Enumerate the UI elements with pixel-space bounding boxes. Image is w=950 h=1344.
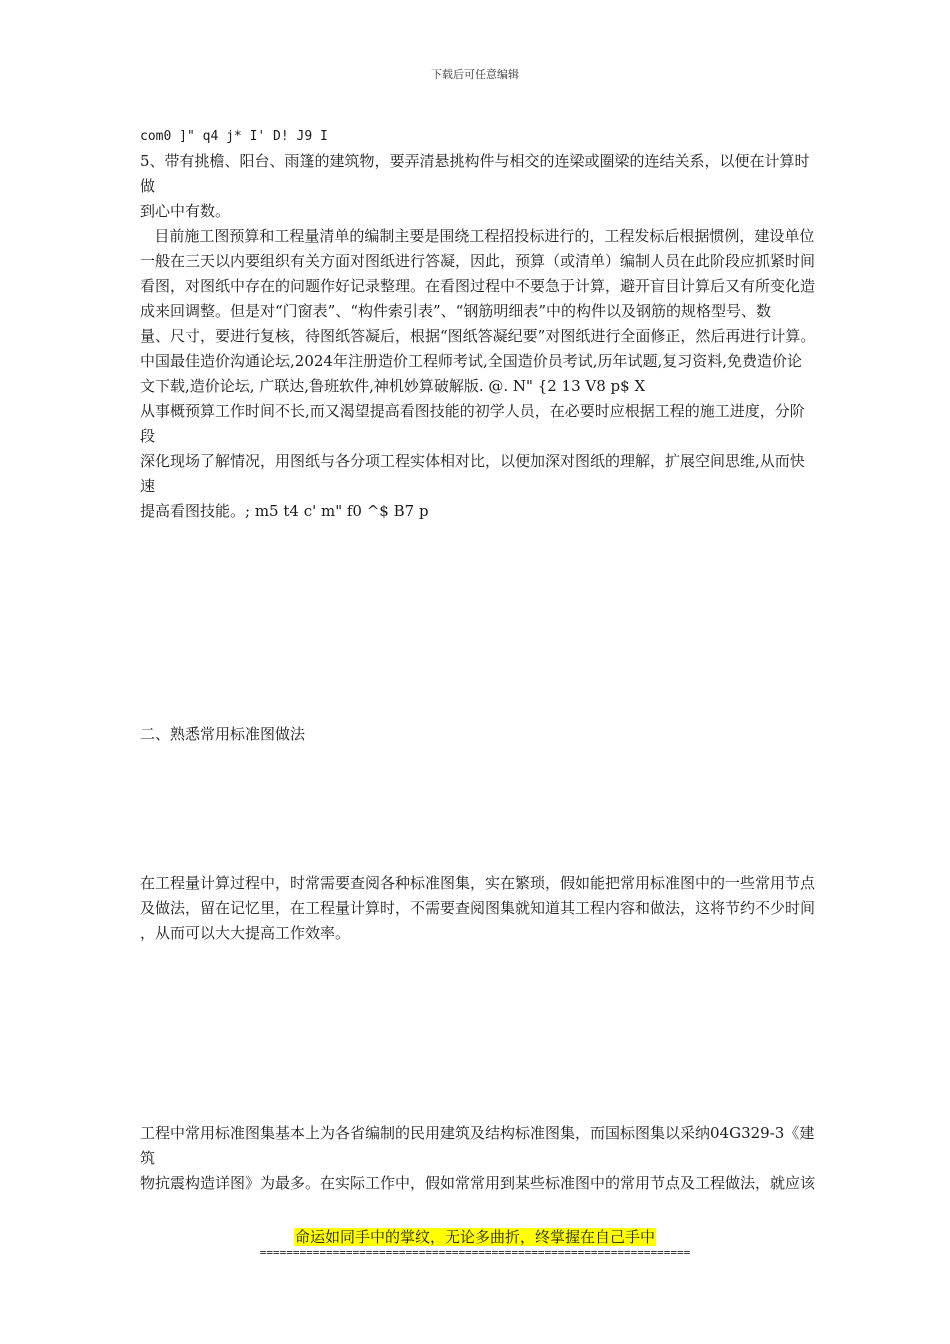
noise-text-line: com0 ]" q4 j* I' D! J9 I: [140, 129, 328, 144]
text-line: 看图，对图纸中存在的问题作好记录整理。在看图过程中不要急于计算，避开盲目计算后又有所变化造: [140, 277, 816, 295]
text-line: 在工程量计算过程中，时常需要查阅各种标准图集，实在繁琐，假如能把常用标准图中的一些常用节点: [140, 874, 816, 892]
text-line: 及做法，留在记忆里，在工程量计算时，不需要查阅图集就知道其工程内容和做法，这将节约不少时间: [140, 899, 816, 917]
text-line: 量、尺寸，要进行复核，待图纸答凝后，根据“图纸答凝纪要”对图纸进行全面修正，然后再进行计算。中国最佳造价沟通论坛,2024年注册造价工程师考试,全国造价员考试,历年试题,复习资料,免费造价论文下载,造价论坛, 广联达,鲁班软件,神机妙算破解版. @. N" {2 13 V8 p$ X: [140, 327, 816, 395]
text-line: 工程中常用标准图集基本上为各省编制的民用建筑及结构标准图集，而国标图集以采纳04G329-3《建筑: [140, 1124, 815, 1167]
text-line: 从事概预算工作时间不长,而又渴望提高看图技能的初学人员，在必要时应根据工程的施工进度，分阶段: [140, 402, 805, 445]
paragraph-block-common-atlas: [140, 1121, 816, 1196]
text-line: 一般在三天以内要组织有关方面对图纸进行答凝，因此，预算（或清单）编制人员在此阶段应抓紧时间: [140, 252, 816, 270]
highlighted-motto-text: 命运如同手中的掌纹，无论多曲折，终掌握在自己手中: [294, 1228, 655, 1246]
paragraph-block-standard-atlas: [140, 871, 816, 946]
text-line: 到心中有数。: [140, 202, 231, 220]
text-line: 目前施工图预算和工程量清单的编制主要是围绕工程招投标进行的，工程发标后根据惯例，建设单位: [140, 227, 815, 245]
footer-motto: [0, 1226, 950, 1248]
section-heading-standard-drawings: [140, 722, 816, 747]
text-line: 5、带有挑檐、阳台、雨篷的建筑物，要弄清悬挑构件与相交的连梁或圈梁的连结关系，以便在计算时做: [140, 152, 810, 195]
paragraph-block-reading-drawings: [140, 124, 816, 524]
text-line: 成来回调整。但是对“门窗表”、“构件索引表”、“钢筋明细表”中的构件以及钢筋的规格型号、数: [140, 302, 772, 320]
page-header-note: 下载后可任意编辑: [431, 68, 519, 81]
section-title: 二、熟悉常用标准图做法: [140, 725, 306, 743]
text-line: 深化现场了解情况，用图纸与各分项工程实体相对比，以便加深对图纸的理解，扩展空间思维,从而快速: [140, 452, 805, 495]
text-line: ，从而可以大大提高工作效率。: [140, 924, 351, 942]
footer-divider-rule: =================================================================: [259, 1246, 691, 1259]
text-line: 提高看图技能。; m5 t4 c' m" f0 ^$ B7 p: [140, 502, 429, 520]
text-line: 物抗震构造详图》为最多。在实际工作中，假如常常用到某些标准图中的常用节点及工程做法，就应该: [140, 1174, 816, 1192]
